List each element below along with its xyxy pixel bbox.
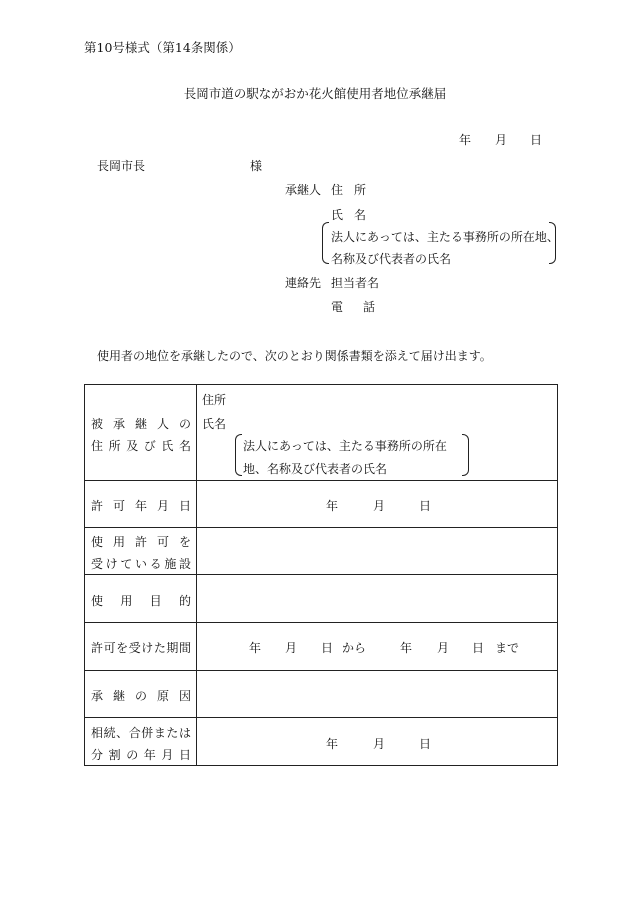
period-until: まで: [495, 641, 520, 655]
table-row-divider: [85, 480, 557, 481]
table-row-divider: [85, 670, 557, 671]
successor-label: 承継人: [285, 183, 322, 197]
period-end-day: 日: [472, 641, 485, 655]
succession-date-label-line1: 相続、合併または: [91, 726, 191, 740]
purpose-label: 使用目的: [91, 594, 191, 608]
period-end-month: 月: [437, 641, 450, 655]
predecessor-address-label: 住所: [202, 393, 227, 407]
succession-date-month: 月: [373, 737, 386, 751]
predecessor-note-left-bracket: [235, 434, 242, 476]
predecessor-label-line2: 住所及び氏名: [91, 439, 191, 453]
period-start-year: 年: [249, 641, 262, 655]
period-label: 許可を受けた期間: [91, 641, 191, 655]
succession-reason-label: 承継の原因: [91, 689, 191, 703]
predecessor-note-right-bracket: [462, 434, 469, 476]
table-column-divider: [196, 385, 197, 765]
successor-note-right-bracket: [549, 222, 556, 264]
successor-address-label: 住所: [331, 183, 378, 197]
contact-phone-label: 電話: [331, 300, 396, 314]
facility-label-line1: 使用許可を: [91, 535, 191, 549]
successor-note-line1: 法人にあっては、主たる事務所の所在地、: [331, 230, 559, 244]
predecessor-name-label: 氏名: [202, 417, 227, 431]
details-table: [84, 384, 558, 766]
contact-label: 連絡先: [285, 276, 322, 290]
succession-date-day: 日: [419, 737, 432, 751]
successor-note-left-bracket: [322, 222, 329, 264]
document-title: 長岡市道の駅ながおか花火館使用者地位承継届: [183, 86, 447, 101]
permit-date-month: 月: [373, 499, 386, 513]
succession-date-label-line2: 分割の年月日: [91, 748, 191, 762]
permit-date-day: 日: [419, 499, 432, 513]
permit-date-label: 許可年月日: [91, 499, 191, 513]
predecessor-note-line1: 法人にあっては、主たる事務所の所在: [243, 439, 447, 453]
table-row-divider: [85, 527, 557, 528]
statement-text: 使用者の地位を承継したので、次のとおり関係書類を添えて届け出ます。: [97, 349, 492, 363]
period-start-day: 日: [321, 641, 334, 655]
facility-label-line2: 受けている施設: [91, 557, 191, 571]
table-row-divider: [85, 622, 557, 623]
period-start-month: 月: [285, 641, 298, 655]
successor-name-label: 氏名: [331, 208, 378, 222]
table-row-divider: [85, 717, 557, 718]
succession-date-year: 年: [326, 737, 339, 751]
addressee-honorific: 様: [250, 159, 263, 173]
permit-date-year: 年: [326, 499, 339, 513]
date-month-label: 月: [495, 133, 508, 147]
addressee-name: 長岡市長: [97, 159, 146, 173]
predecessor-note-line2: 地、名称及び代表者の氏名: [243, 462, 388, 476]
table-row-divider: [85, 574, 557, 575]
contact-person-label: 担当者名: [331, 276, 380, 290]
successor-note-line2: 名称及び代表者の氏名: [331, 252, 452, 266]
period-from: から: [342, 641, 367, 655]
period-end-year: 年: [400, 641, 413, 655]
predecessor-label-line1: 被承継人の: [91, 417, 191, 431]
form-number: 第10号様式（第14条関係）: [84, 40, 241, 55]
date-day-label: 日: [530, 133, 543, 147]
date-year-label: 年: [459, 133, 472, 147]
